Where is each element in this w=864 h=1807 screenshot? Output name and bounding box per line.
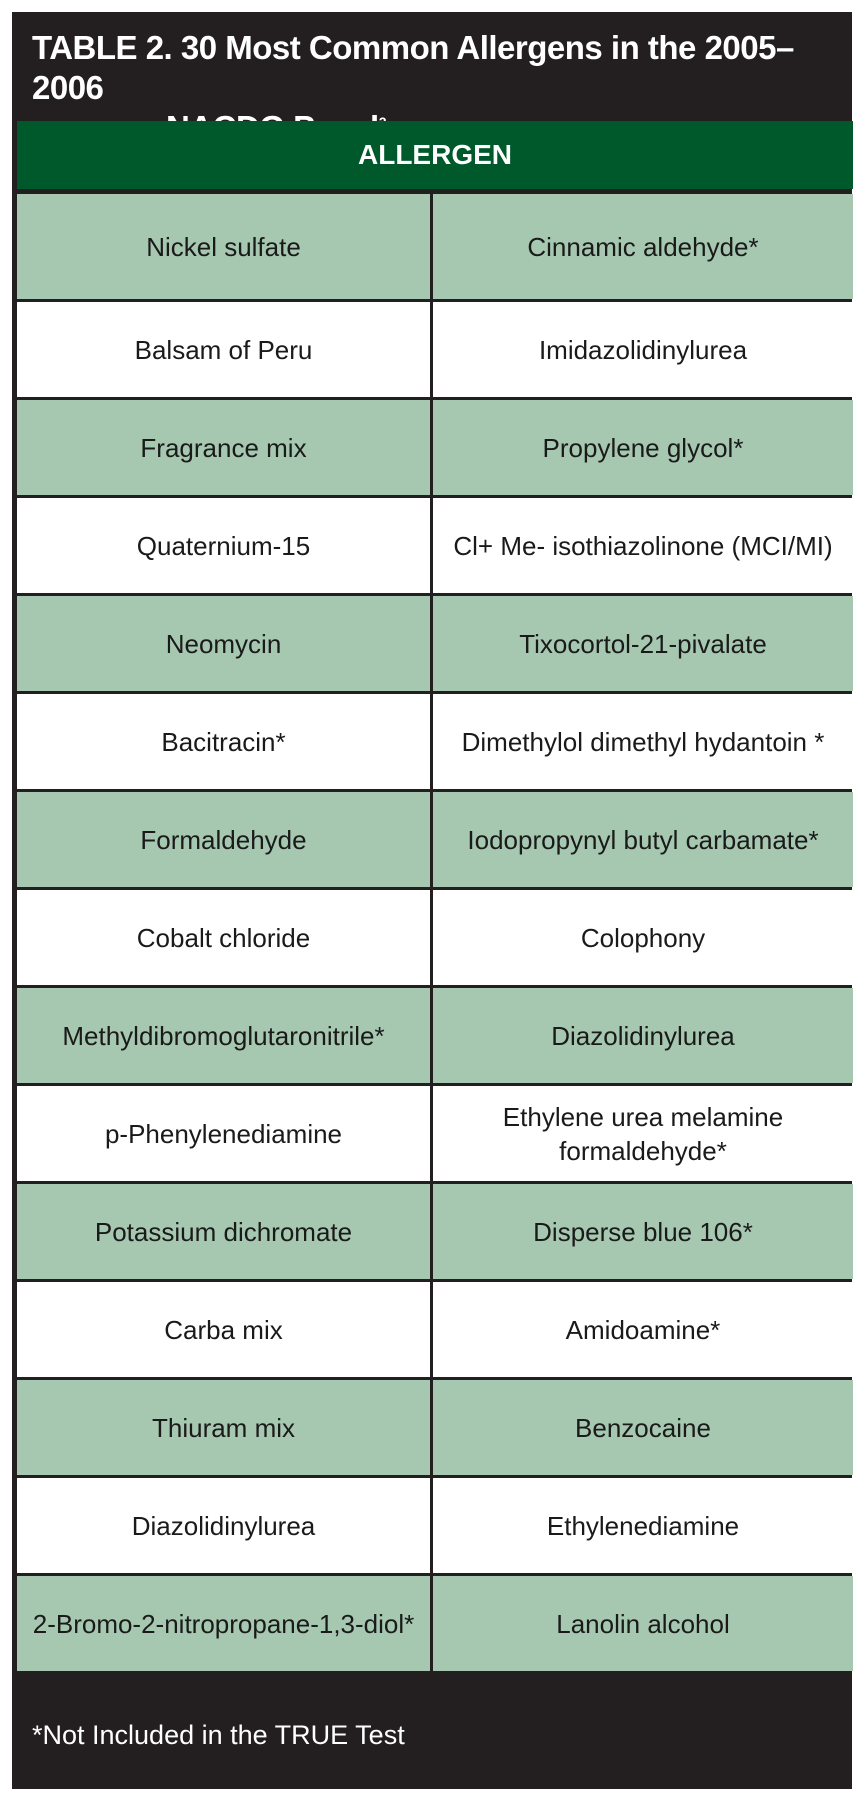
allergen-cell-right: Diazolidinylurea xyxy=(433,988,853,1083)
allergen-cell-right: Amidoamine* xyxy=(433,1282,853,1377)
table-row xyxy=(17,1282,853,1377)
footnote: *Not Included in the TRUE Test xyxy=(32,1720,405,1750)
table-row xyxy=(17,1184,853,1279)
table-row xyxy=(17,1576,853,1671)
title-line-1: TABLE 2. 30 Most Common Allergens in the 2005–2006 xyxy=(32,29,794,106)
table-row xyxy=(17,1478,853,1573)
allergen-cell-right: Disperse blue 106* xyxy=(433,1184,853,1279)
allergen-cell-left: Cobalt chloride xyxy=(17,890,430,985)
allergen-cell-right: Colophony xyxy=(433,890,853,985)
table-row xyxy=(17,1086,853,1181)
table-row xyxy=(17,596,853,691)
table-body xyxy=(17,194,853,1674)
allergen-cell-right: Propylene glycol* xyxy=(433,400,853,495)
allergen-cell-right: Dimethylol dimethyl hydantoin * xyxy=(433,694,853,789)
allergen-cell-left: Balsam of Peru xyxy=(17,302,430,397)
table-row xyxy=(17,792,853,887)
allergen-cell-left: Methyldibromoglutaronitrile* xyxy=(17,988,430,1083)
allergen-cell-left: Diazolidinylurea xyxy=(17,1478,430,1573)
table-row xyxy=(17,400,853,495)
allergen-cell-right: Iodopropynyl butyl carbamate* xyxy=(433,792,853,887)
table-row xyxy=(17,302,853,397)
allergen-cell-right: Ethylenediamine xyxy=(433,1478,853,1573)
allergen-cell-left: Carba mix xyxy=(17,1282,430,1377)
allergen-cell-right: Cl+ Me- isothiazolinone (MCI/MI) xyxy=(433,498,853,593)
allergen-cell-left: Bacitracin* xyxy=(17,694,430,789)
allergen-cell-left: p-Phenylenediamine xyxy=(17,1086,430,1181)
allergen-cell-right: Tixocortol-21-pivalate xyxy=(433,596,853,691)
allergen-cell-left: Potassium dichromate xyxy=(17,1184,430,1279)
allergen-cell-left: Thiuram mix xyxy=(17,1380,430,1475)
allergen-cell-left: 2-Bromo-2-nitropropane-1,3-diol* xyxy=(17,1576,430,1671)
allergen-cell-right: Benzocaine xyxy=(433,1380,853,1475)
table-panel xyxy=(12,12,852,1789)
allergen-cell-right: Lanolin alcohol xyxy=(433,1576,853,1671)
table-row xyxy=(17,988,853,1083)
allergen-cell-right: Ethylene urea melamine formaldehyde* xyxy=(433,1086,853,1181)
allergen-cell-right: Imidazolidinylurea xyxy=(433,302,853,397)
allergen-cell-left: Formaldehyde xyxy=(17,792,430,887)
allergen-cell-left: Quaternium-15 xyxy=(17,498,430,593)
table-row xyxy=(17,194,853,299)
allergen-cell-right: Cinnamic aldehyde* xyxy=(433,194,853,299)
table-row xyxy=(17,1380,853,1475)
allergen-cell-left: Neomycin xyxy=(17,596,430,691)
table-row xyxy=(17,498,853,593)
table-row xyxy=(17,890,853,985)
table-header: ALLERGEN xyxy=(17,121,853,189)
allergen-table xyxy=(17,121,853,1674)
allergen-cell-left: Fragrance mix xyxy=(17,400,430,495)
allergen-cell-left: Nickel sulfate xyxy=(17,194,430,299)
table-row xyxy=(17,694,853,789)
